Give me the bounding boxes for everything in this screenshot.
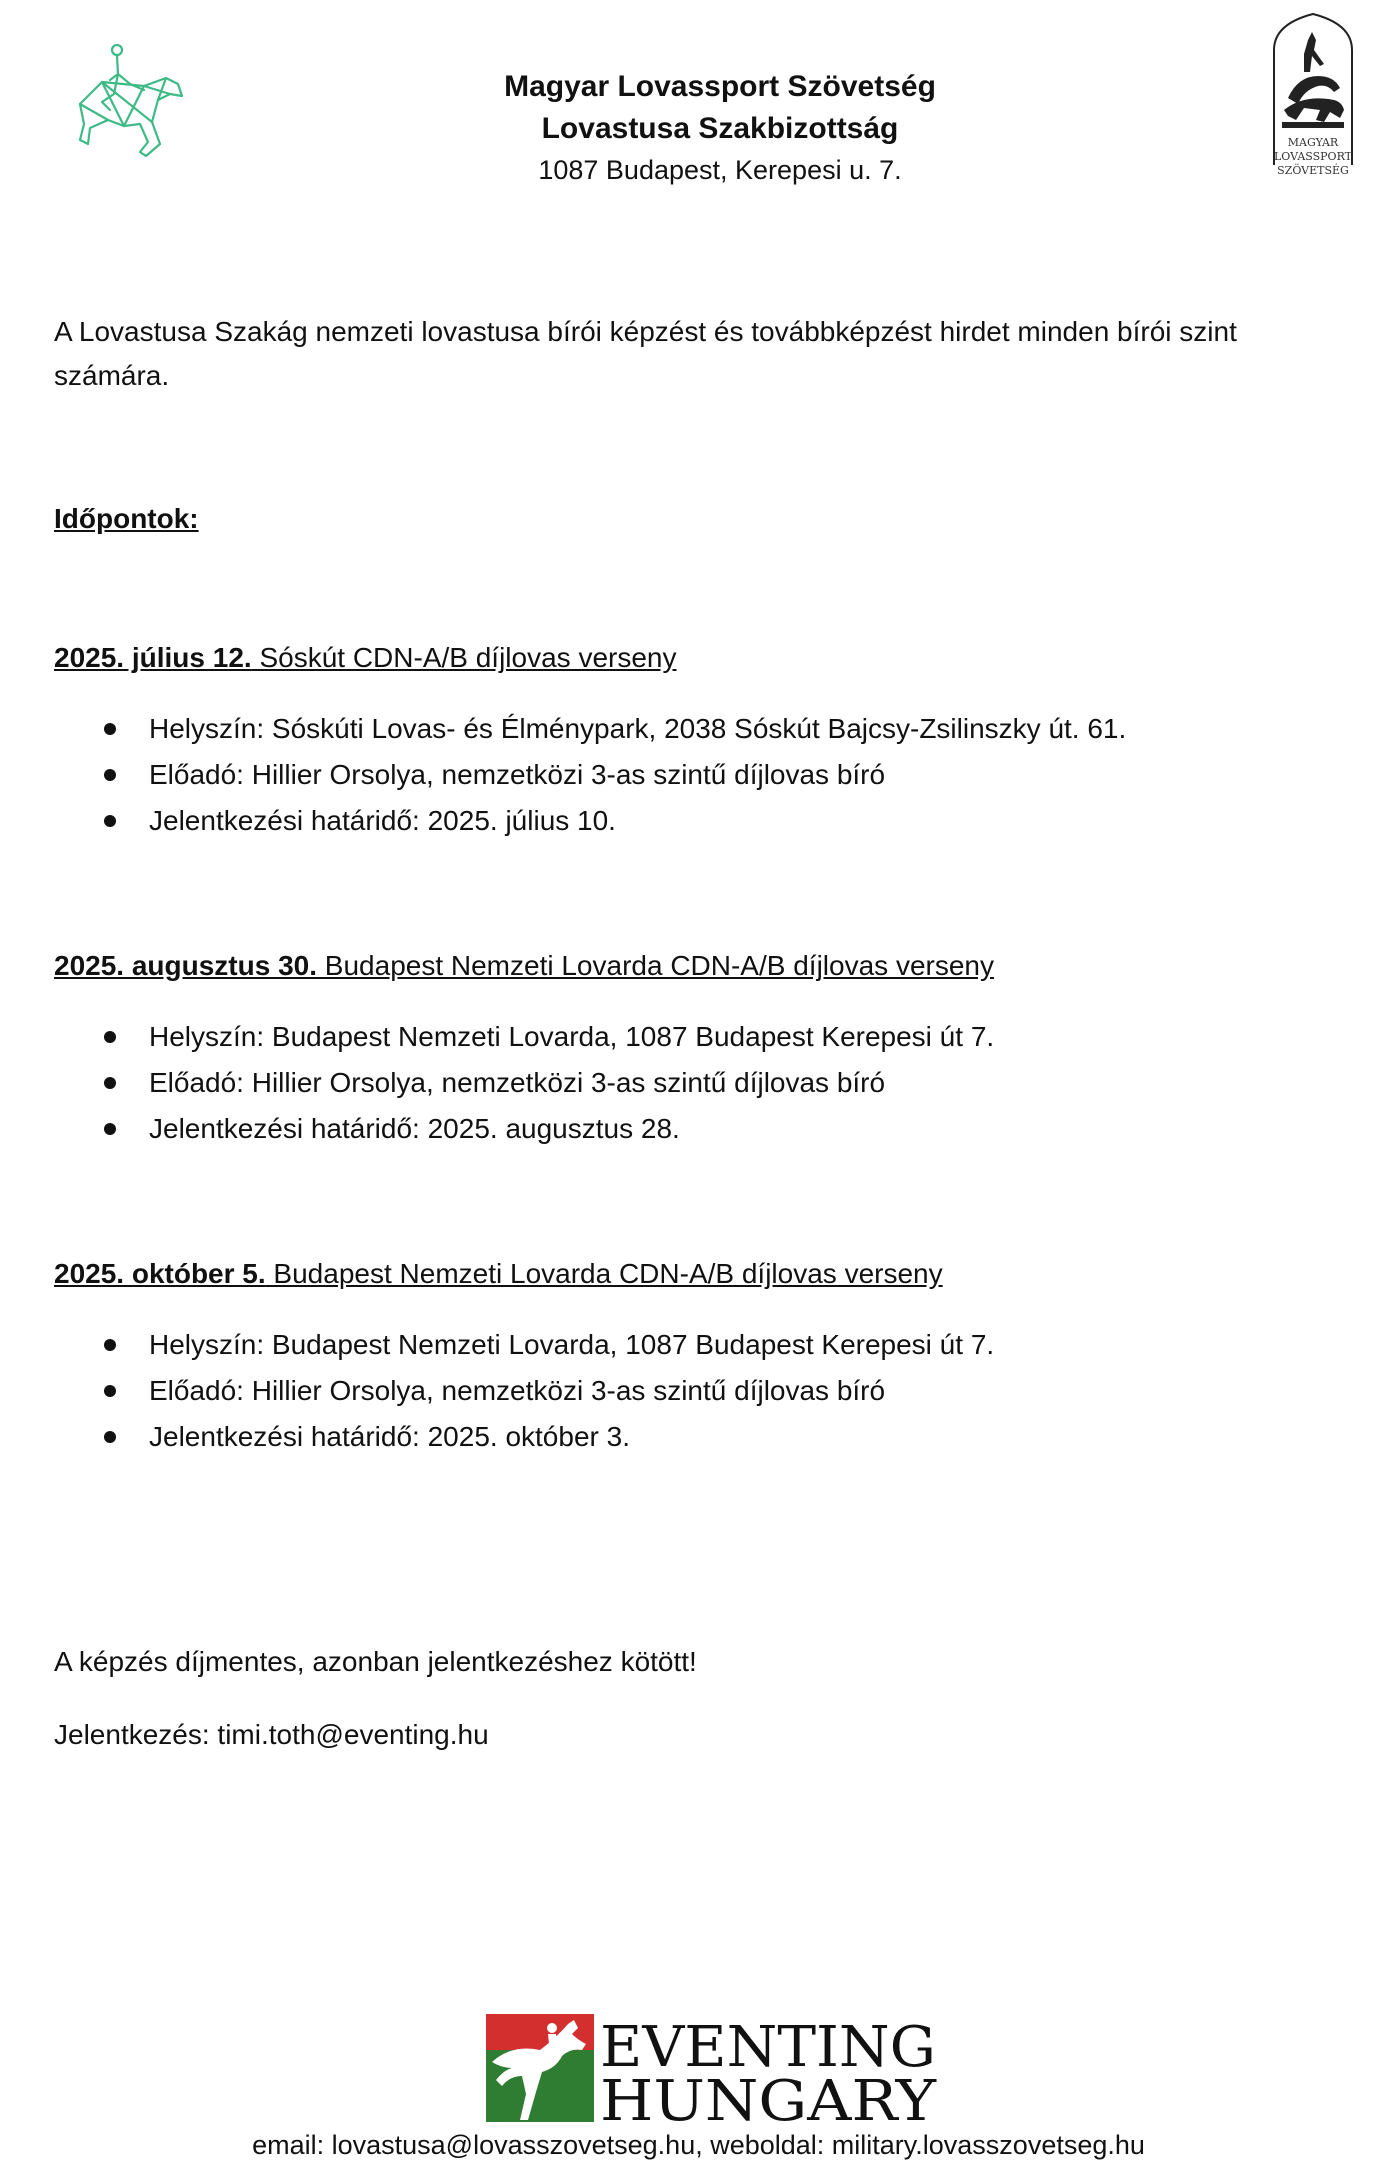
crest-text-line3: SZÖVETSÉG [1277, 164, 1349, 177]
logo-text-eventing: EVENTING [600, 2015, 936, 2080]
eventing-hungary-logo [482, 2010, 942, 2125]
event-date: 2025. augusztus 30. [54, 950, 318, 981]
event-block [54, 636, 1354, 844]
section-heading-times: Időpontok: [54, 503, 199, 534]
list-item: Helyszín: Sóskúti Lovas- és Élménypark, 2038 Sóskút Bajcsy-Zsilinszky út. 61. [54, 706, 1354, 752]
footer-contact: email: lovastusa@lovasszovetseg.hu, weboldal: military.lovasszovetseg.hu [252, 2130, 1145, 2160]
event-details-list [54, 1014, 1354, 1152]
registration-contact: Jelentkezés: timi.toth@eventing.hu [54, 1719, 489, 1750]
letterhead [360, 66, 1080, 190]
list-item: Jelentkezési határidő: 2025. október 3. [54, 1414, 1354, 1460]
crest-text-line2: LOVASSPORT [1274, 150, 1352, 163]
event-name: Budapest Nemzeti Lovarda CDN-A/B díjlovas verseny [317, 950, 994, 981]
org-address: 1087 Budapest, Kerepesi u. 7. [538, 155, 902, 185]
list-item: Helyszín: Budapest Nemzeti Lovarda, 1087 Budapest Kerepesi út 7. [54, 1322, 1354, 1368]
rider-logo-icon [74, 44, 184, 166]
logo-text-hungary: HUNGARY [600, 2069, 938, 2125]
crest-text-line1: MAGYAR [1287, 136, 1339, 149]
event-block [54, 944, 1354, 1152]
list-item: Előadó: Hillier Orsolya, nemzetközi 3-as szintű díjlovas bíró [54, 1368, 1354, 1414]
event-name: Sóskút CDN-A/B díjlovas verseny [251, 642, 677, 673]
event-block [54, 1252, 1354, 1460]
event-title [54, 944, 1354, 988]
event-title [54, 636, 1354, 680]
event-name: Budapest Nemzeti Lovarda CDN-A/B díjlovas verseny [265, 1258, 943, 1289]
free-training-note: A képzés díjmentes, azonban jelentkezéshez kötött! [54, 1646, 697, 1677]
event-date: 2025. október 5. [54, 1258, 266, 1289]
committee-name: Lovastusa Szakbizottság [541, 112, 899, 145]
list-item: Jelentkezési határidő: 2025. július 10. [54, 798, 1354, 844]
federation-crest-icon [1268, 10, 1358, 185]
event-date: 2025. július 12. [54, 642, 252, 673]
list-item: Helyszín: Budapest Nemzeti Lovarda, 1087 Budapest Kerepesi út 7. [54, 1014, 1354, 1060]
list-item: Jelentkezési határidő: 2025. augusztus 28. [54, 1106, 1354, 1152]
org-name: Magyar Lovassport Szövetség [504, 70, 936, 103]
list-item: Előadó: Hillier Orsolya, nemzetközi 3-as szintű díjlovas bíró [54, 752, 1354, 798]
intro-paragraph: A Lovastusa Szakág nemzeti lovastusa bírói képzést és továbbképzést hirdet minden bírói szint számára. [54, 316, 1237, 391]
event-title [54, 1252, 1354, 1296]
event-details-list [54, 1322, 1354, 1460]
list-item: Előadó: Hillier Orsolya, nemzetközi 3-as szintű díjlovas bíró [54, 1060, 1354, 1106]
event-details-list [54, 706, 1354, 844]
